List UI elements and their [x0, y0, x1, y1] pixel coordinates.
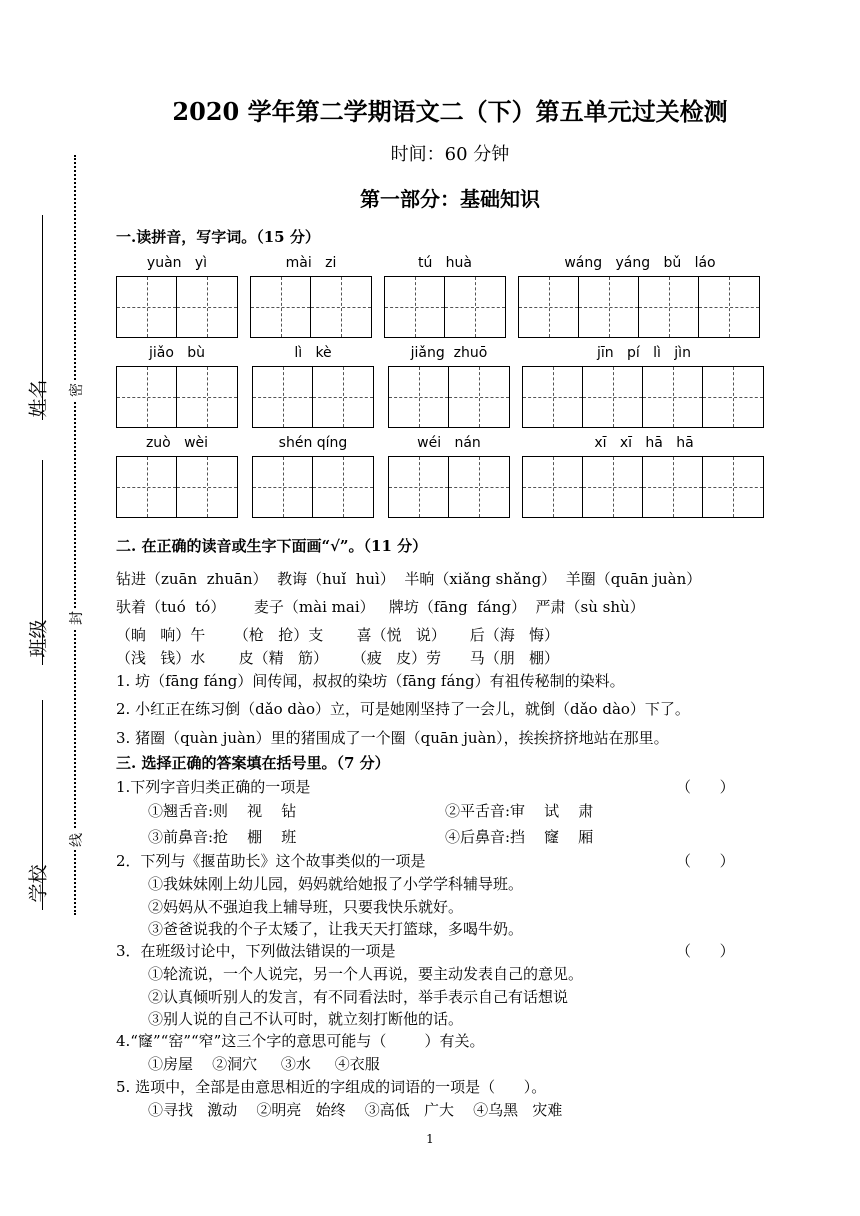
tianzige-cell[interactable]	[519, 277, 579, 337]
pinyin-label: wáng yáng bǔ láo	[564, 255, 716, 271]
pinyin-group	[522, 435, 766, 519]
tianzige-cell[interactable]	[703, 457, 763, 517]
tianzige-cell[interactable]	[583, 367, 643, 427]
writing-boxes[interactable]	[522, 366, 764, 428]
pinyin-group	[388, 435, 510, 519]
part-heading: 第一部分：基础知识	[360, 187, 540, 211]
page-title: 2020 学年第二学期语文二（下）第五单元过关检测	[172, 97, 728, 126]
q2-option-a: ①我妹妹刚上幼儿园，妈妈就给她报了小学学科辅导班。	[148, 875, 524, 893]
q4-stem: 4.“窿”“窑”“窄”这三个字的意思可能与（ ）有关。	[116, 1032, 485, 1050]
tianzige-cell[interactable]	[117, 457, 177, 517]
writing-boxes[interactable]	[116, 366, 238, 428]
pinyin-group	[384, 255, 506, 339]
q2-answer-paren: （ ）	[676, 852, 735, 870]
pinyin-label: zuò wèi	[145, 435, 209, 451]
pinyin-label: xī xī hā hā	[594, 435, 694, 451]
q4-options: ①房屋 ②洞穴 ③水 ④衣服	[148, 1055, 380, 1073]
writing-boxes[interactable]	[116, 456, 238, 518]
tianzige-cell[interactable]	[313, 367, 373, 427]
q2-option-b: ②妈妈从不强迫我上辅导班，只要我快乐就好。	[148, 898, 464, 916]
section2-heading: 二. 在正确的读音或生字下面画“√”。（11 分）	[116, 537, 428, 555]
section3-heading: 三. 选择正确的答案填在括号里。（7 分）	[116, 754, 390, 772]
tianzige-cell[interactable]	[583, 457, 643, 517]
school-label: 学校	[27, 864, 50, 903]
tianzige-cell[interactable]	[445, 277, 505, 337]
pinyin-group	[252, 345, 374, 429]
pinyin-label: mài zi	[285, 255, 337, 271]
q1-option-c: ③前鼻音:抢 棚 班	[148, 828, 297, 846]
q5-stem: 5. 选项中，全部是由意思相近的字组成的词语的一项是（ ）。	[116, 1078, 547, 1096]
writing-boxes[interactable]	[518, 276, 760, 338]
tianzige-cell[interactable]	[177, 457, 237, 517]
tianzige-cell[interactable]	[449, 457, 509, 517]
q2-option-c: ③爸爸说我的个子太矮了，让我天天打篮球，多喝牛奶。	[148, 920, 524, 938]
sentence-2: 2. 小红正在练习倒（dǎo dào）立，可是她刚坚持了一会儿，就倒（dǎo dào）下了。	[116, 700, 690, 718]
tianzige-cell[interactable]	[177, 277, 237, 337]
pinyin-group	[250, 255, 372, 339]
tianzige-cell[interactable]	[389, 367, 449, 427]
binding-dotted-line	[74, 155, 76, 915]
seal-feng: 封	[66, 608, 86, 628]
q5-options: ①寻找 激动 ②明亮 始终 ③高低 广大 ④乌黑 灾难	[148, 1101, 563, 1119]
tianzige-cell[interactable]	[523, 457, 583, 517]
tianzige-cell[interactable]	[253, 367, 313, 427]
tianzige-cell[interactable]	[253, 457, 313, 517]
sentence-3: 3. 猪圈（quàn juàn）里的猪围成了一个圈（quān juàn），挨挨挤挤地站在那里。	[116, 729, 669, 747]
pinyin-group	[522, 345, 766, 429]
pinyin-label: tú huà	[417, 255, 473, 271]
tianzige-cell[interactable]	[251, 277, 311, 337]
tianzige-cell[interactable]	[579, 277, 639, 337]
reading-row-1: 钻进（zuān zhuān） 教诲（huǐ huì） 半晌（xiǎng shǎng） 羊圈（quān juàn）	[116, 570, 702, 588]
char-row-2: （浅 钱）水 皮（精 筋） （疲 皮）劳 马（朋 棚）	[116, 649, 560, 667]
pinyin-group	[518, 255, 762, 339]
sentence-1: 1. 坊（fāng fáng）间传闻，叔叔的染坊（fāng fáng）有祖传秘制的染料。	[116, 672, 625, 690]
tianzige-cell[interactable]	[643, 367, 703, 427]
q1-option-d: ④后鼻音:挡 窿 厢	[445, 828, 594, 846]
writing-boxes[interactable]	[388, 366, 510, 428]
q1-stem: 1.下列字音归类正确的一项是	[116, 778, 311, 796]
pinyin-label: shén qíng	[278, 435, 348, 451]
q3-option-b: ②认真倾听别人的发言，有不同看法时，举手表示自己有话想说	[148, 988, 569, 1006]
tianzige-cell[interactable]	[389, 457, 449, 517]
q3-option-c: ③别人说的自己不认可时，就立刻打断他的话。	[148, 1010, 464, 1028]
tianzige-cell[interactable]	[523, 367, 583, 427]
seal-xian: 线	[66, 830, 86, 850]
tianzige-cell[interactable]	[385, 277, 445, 337]
time-limit: 时间：60 分钟	[390, 144, 510, 165]
q1-option-a: ①翘舌音:则 视 钻	[148, 802, 297, 820]
tianzige-cell[interactable]	[703, 367, 763, 427]
tianzige-cell[interactable]	[313, 457, 373, 517]
name-label: 姓名	[27, 379, 50, 418]
pinyin-label: jiǎng zhuō	[410, 345, 488, 361]
page-number: 1	[426, 1132, 434, 1146]
tianzige-cell[interactable]	[639, 277, 699, 337]
writing-boxes[interactable]	[522, 456, 764, 518]
seal-mi: 密	[66, 380, 86, 400]
tianzige-cell[interactable]	[117, 367, 177, 427]
section1-heading: 一.读拼音，写字词。（15 分）	[116, 228, 320, 246]
writing-boxes[interactable]	[388, 456, 510, 518]
tianzige-cell[interactable]	[699, 277, 759, 337]
pinyin-group	[116, 255, 238, 339]
pinyin-group	[116, 435, 238, 519]
tianzige-cell[interactable]	[449, 367, 509, 427]
writing-boxes[interactable]	[116, 276, 238, 338]
reading-row-2: 驮着（tuó tó） 麦子（mài mai） 牌坊（fāng fáng） 严肃（sù shù）	[116, 598, 645, 616]
tianzige-cell[interactable]	[117, 277, 177, 337]
writing-boxes[interactable]	[252, 366, 374, 428]
pinyin-label: yuàn yì	[146, 255, 208, 271]
q1-answer-paren: （ ）	[676, 778, 735, 796]
tianzige-cell[interactable]	[643, 457, 703, 517]
pinyin-label: wéi nán	[417, 435, 481, 451]
q3-option-a: ①轮流说，一个人说完，另一个人再说，要主动发表自己的意见。	[148, 965, 584, 983]
writing-boxes[interactable]	[250, 276, 372, 338]
pinyin-label: jiǎo bù	[148, 345, 206, 361]
pinyin-label: jīn pí lì jìn	[597, 345, 691, 361]
tianzige-cell[interactable]	[311, 277, 371, 337]
pinyin-label: lì kè	[294, 345, 332, 361]
q2-stem: 2．下列与《揠苗助长》这个故事类似的一项是	[116, 852, 426, 870]
q3-answer-paren: （ ）	[676, 942, 735, 960]
pinyin-group	[388, 345, 510, 429]
tianzige-cell[interactable]	[177, 367, 237, 427]
q3-stem: 3．在班级讨论中，下列做法错误的一项是	[116, 942, 396, 960]
writing-boxes[interactable]	[252, 456, 374, 518]
writing-boxes[interactable]	[384, 276, 506, 338]
q1-option-b: ②平舌音:审 试 肃	[445, 802, 594, 820]
pinyin-group	[116, 345, 238, 429]
pinyin-group	[252, 435, 374, 519]
class-label: 班级	[27, 619, 50, 658]
char-row-1: （晌 响）午 （枪 抢）支 喜（悦 说） 后（海 悔）	[116, 626, 560, 644]
